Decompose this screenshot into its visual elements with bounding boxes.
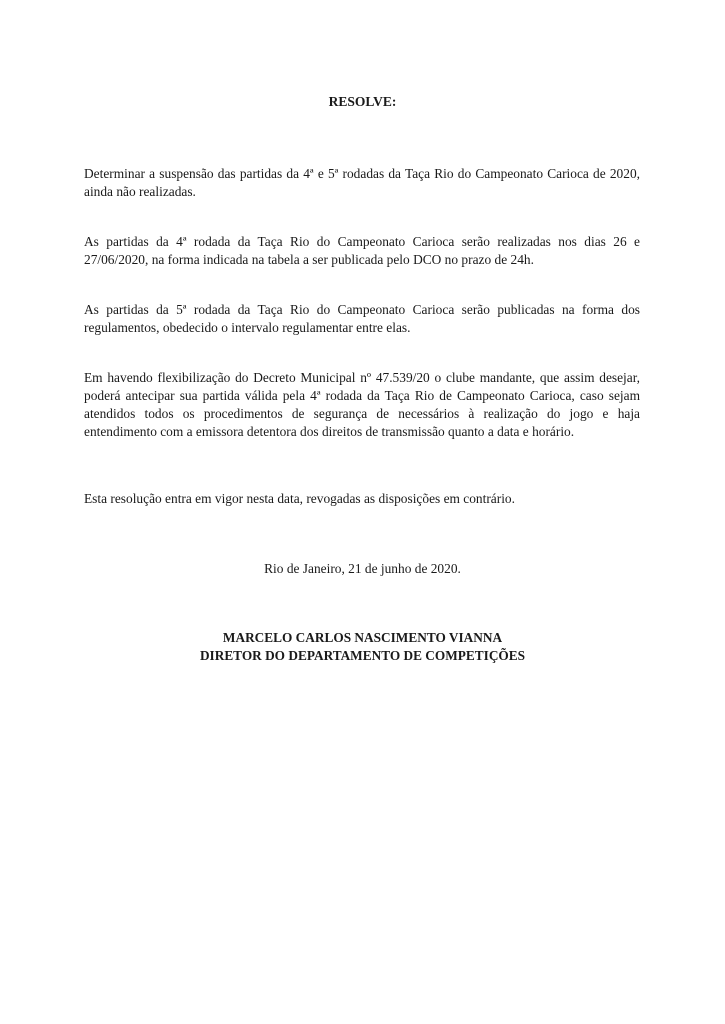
resolution-paragraph-decree-flexibilization: Em havendo flexibilização do Decreto Municipal nº 47.539/20 o clube mandante, que assim desejar, poderá antecipar sua partida válida pela 4ª rodada da Taça Rio de Campeonato Carioca, caso sejam atendidos todos os procedimentos de segurança de necessários à realização do jogo e haja entendimento com a emissora detentora dos direitos de transmissão quanto a data e horário. <box>84 370 640 439</box>
resolution-paragraph-effective: Esta resolução entra em vigor nesta data, revogadas as disposições em contrário. <box>84 491 515 506</box>
signatory-title: DIRETOR DO DEPARTAMENTO DE COMPETIÇÕES <box>199 648 526 663</box>
signature-block <box>0 629 725 665</box>
date-line: Rio de Janeiro, 21 de junho de 2020. <box>264 561 461 576</box>
resolution-paragraph-round-5: As partidas da 5ª rodada da Taça Rio do Campeonato Carioca serão publicadas na forma dos regulamentos, obedecido o intervalo regulamentar entre elas. <box>84 302 640 335</box>
resolution-paragraph-round-4-dates: As partidas da 4ª rodada da Taça Rio do Campeonato Carioca serão realizadas nos dias 26 e 27/06/2020, na forma indicada na tabela a ser publicada pelo DCO no prazo de 24h. <box>84 234 640 267</box>
resolution-heading: RESOLVE: <box>328 94 397 109</box>
resolution-paragraph-suspension: Determinar a suspensão das partidas da 4ª e 5ª rodadas da Taça Rio do Campeonato Carioca de 2020, ainda não realizadas. <box>84 166 640 199</box>
signatory-name: MARCELO CARLOS NASCIMENTO VIANNA <box>222 630 503 645</box>
